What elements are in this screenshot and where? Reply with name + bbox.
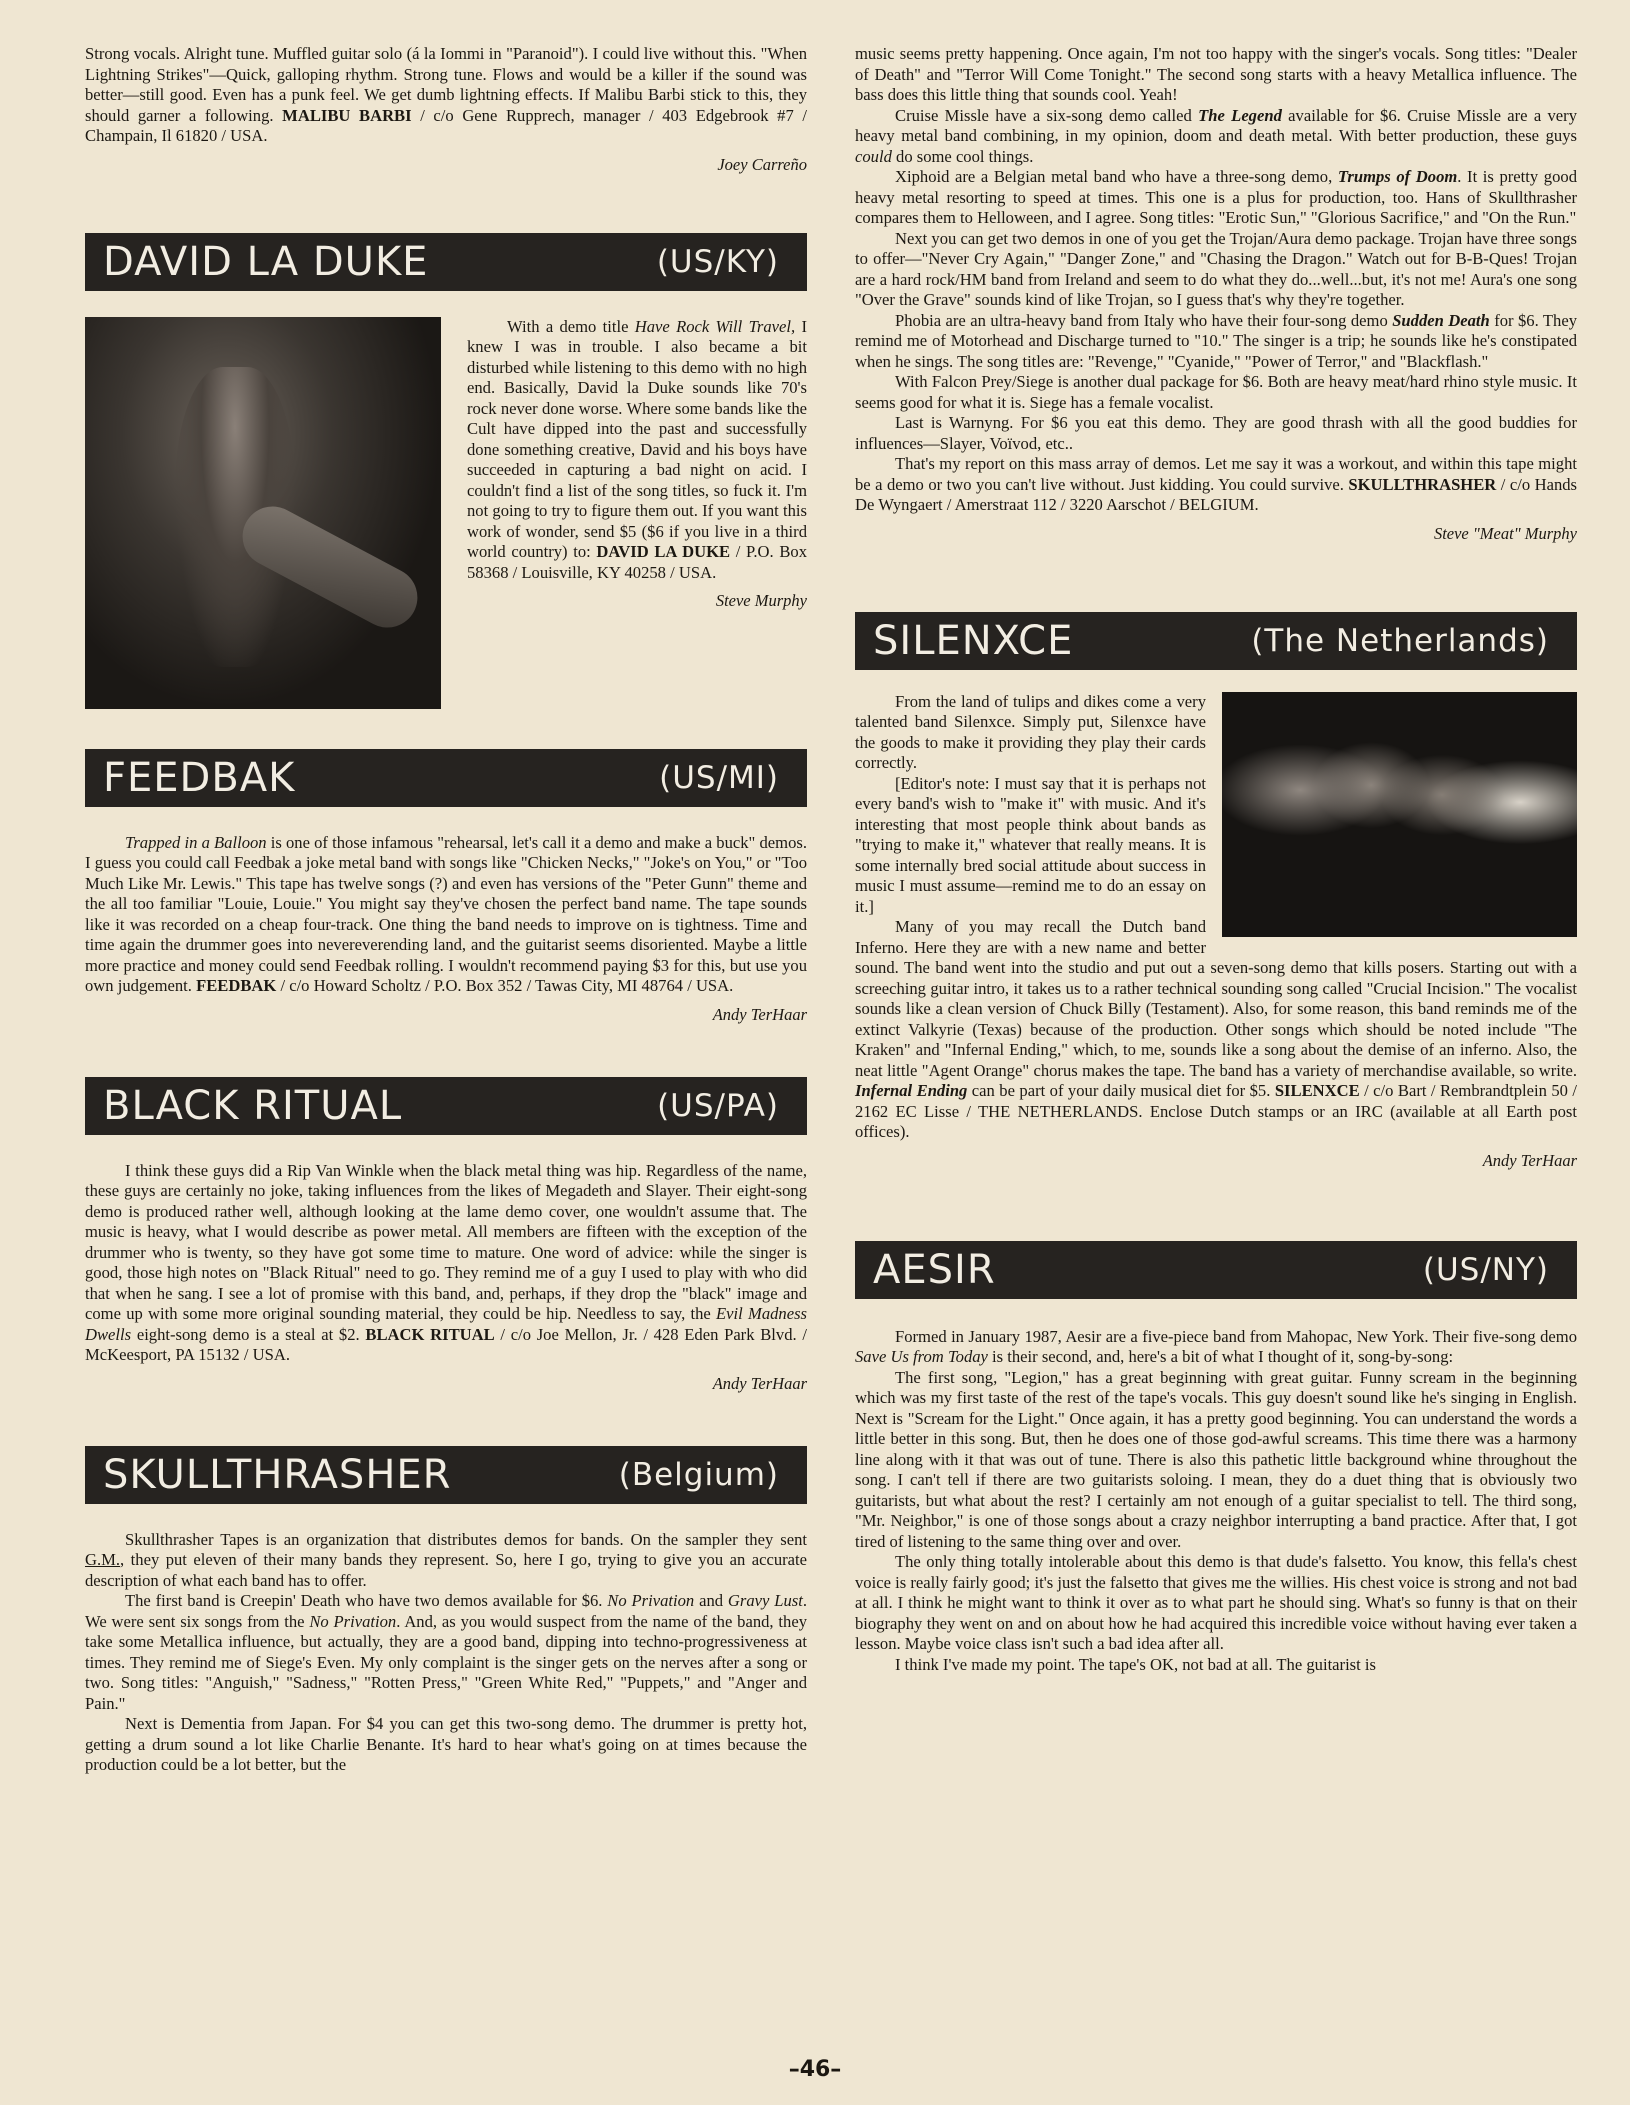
review-feedbak: Trapped in a Balloon is one of those infamous "rehearsal, let's call it a demo and make a buck" demos. I guess you could call Feedbak a joke metal band with songs like "Chicken Necks," "Joke's on You," or "Too Much Like Mr. Lewis." This tape has twelve songs (?) and even has versions of the "Peter Gunn" theme and the all too familiar "Louie, Louie." You might say they've chosen the perfect band name. The tape sounds like it was recorded on a cheap four-track. One thing the band needs to improve on is tightness. Time and time again the drummer goes into nevereverending land, and the guitarist seems disoriented. Maybe a little more practice and money could send Feedbak rolling. I wouldn't recommend paying $3 for this, but use you own judgement. FEEDBAK / c/o Howard Scholtz / P.O. Box 352 / Tawas City, MI 48764 / USA. Andy TerHaar [85,832,807,1024]
reviewer-signature: Steve "Meat" Murphy [1433,523,1577,543]
contact-name: SKULLTHRASHER [1348,474,1497,494]
band-photo-guitarist [85,317,441,709]
banner-silenxce [855,612,1577,670]
band-country: (US/KY) [656,243,779,280]
review-black-ritual: I think these guys did a Rip Van Winkle when the black metal thing was hip. Regardless of the name, these guys are certainly no joke, taking influences from the likes of Megadeth and Slayer. Their eight-song demo is produced rather well, although looking at the lame demo cover, one wouldn't assume that. The music is heavy, what I would describe as power metal. All members are fifteen with the exception of the drummer who is twenty, so they have got some time to mature. One word of advice: while the singer is good, those high notes on "Black Ritual" need to go. They remind me of a guy I used to play with who did that when he sang. I see a lot of promise with this band, and, perhaps, if they drop the "black" image and come up with some more original sounding material, they could be hip. Needless to say, the Evil Madness Dwells eight-song demo is a steal at $2. BLACK RITUAL / c/o Joe Mellon, Jr. / 428 Eden Park Blvd. / McKeesport, PA 15132 / USA. Andy TerHaar [85,1160,807,1393]
contact-address: / c/o Joe Mellon, Jr. / 428 Eden Park Blvd. / McKeesport, PA 15132 / USA. [85,1324,807,1364]
band-country: (US/NY) [1422,1251,1549,1288]
contact-name: FEEDBAK [196,976,277,995]
contact-name: MALIBU BARBI [282,105,412,125]
band-name: AESIR [873,1246,996,1293]
contact-address: / c/o Bart / Rembrandtplein 50 / 2162 EC Lisse / THE NETHERLANDS. Enclose Dutch stamps or an IRC (available at all Earth post offices). [855,1081,1577,1141]
review-aesir: Formed in January 1987, Aesir are a five-piece band from Mahopac, New York. Their five-song demo Save Us from Today is their second, and, here's a bit of what I thought of it, song-by-song: The first song, "Legion," has a great beginning with great guitar. Funny scream in the beginning which was my first taste of the rest of the tape's vocals. This guy doesn't sound like he's singing in English. Next is "Scream for the Light." Once again, it has a pretty good beginning. You can understand the words a little better in this song. But, then he does one of those god-awful screams. This time there was a harmony line along with it that was out of tune. There is also this pathetic little background whine throughout the song. I can't tell if there are two guitarists soloing. I mean, they do a duet thing that is obviously two guitarists, but what about the rest? I certainly am not enough of a guitar specialist to tell. The third song, "Mr. Neighbor," is one of those songs about a crazy neighbor interrupting a band practice. After that, I got tired of listening to the same thing over and over. The only thing totally intolerable about this demo is that dude's falsetto. You know, this fella's chest voice is really fairly good; it's just the falsetto that gives me the willies. His chest voice is strong and not bad at all. I think he might want to think it over as to what part he should sing. What's so funny is that on their biography they went on and on about how he had acquired this incredible voice without having ever taken a lesson. Maybe voice class isn't such a bad idea after all. I think I've made my point. The tape's OK, not bad at all. The guitarist is [855,1326,1577,1674]
contact-name: DAVID LA DUKE [596,542,731,561]
reviewer-signature: Andy TerHaar [712,1373,807,1393]
band-country: (US/PA) [657,1087,779,1124]
contact-name: SILENXCE [1274,1081,1360,1100]
contact-address: / c/o Gene Rupprech, manager / 403 Edgebrook #7 / Champain, Il 61820 / USA. [85,105,807,145]
band-name: DAVID LA DUKE [103,238,429,285]
band-name: FEEDBAK [103,754,296,801]
review-text: Strong vocals. Alright tune. Muffled guitar solo (á la Iommi in "Paranoid"). I could live without this. "When Lightning Strikes"—Quick, galloping rhythm. Strong tune. Flows and would be a killer if the sound was better—still good. Even has a punk feel. We get dumb lightning effects. If Malibu Barbi stick to this, they should garner a following. [85,44,807,125]
review-skullthrasher-continued: music seems pretty happening. Once again, I'm not too happy with the singer's vocals. Song titles: "Dealer of Death" and "Terror Will Come Tonight." The second song starts with a heavy Metallica influence. The bass does this little thing that sounds cool. Yeah! Cruise Missle have a six-song demo called The Legend available for $6. Cruise Missle are a very heavy metal band combining, in my opinion, doom and death metal. With better production, these guys could do some cool things. Xiphoid are a Belgian metal band who have a three-song demo, Trumps of Doom. It is pretty good heavy metal resorting to speed at times. This one is a plus for production, too. Hans of Skullthrasher compares them to Helloween, and I agree. Song titles: "Erotic Sun," "Glorious Sacrifice," and "On the Run." Next you can get two demos in one of you get the Trojan/Aura demo package. Trojan have three songs to offer—"Never Cry Again," "Danger Zone," and "Chasing the Dragon." Watch out for B-B-Ques! Trojan are a hard rock/HM band from Ireland and seem to do what they do...well...but, it's not me! Aura's one song "Over the Grave" sounds kind of like Trojan, so I guess that's why they're together. Phobia are an ultra-heavy band from Italy who have their four-song demo Sudden Death for $6. They remind me of Motorhead and Discharge turned to "10." The singer is a trip; he sounds like he's constipated when he sings. The song titles are: "Revenge," "Cyanide," "Power of Terror," and "Blackflash." With Falcon Prey/Siege is another dual package for $6. Both are heavy meat/hard rhino style music. It seems good for what it is. Siege has a female vocalist. Last is Warnyng. For $6 you eat this demo. They are good thrash with all the good buddies for influences—Slayer, Voïvod, etc.. That's my report on this mass array of demos. Let me say it was a workout, and within this tape might be a demo or two you can't live without. Just kidding. You could survive. SKULLTHRASHER / c/o Hands De Wyngaert / Amerstraat 112 / 3220 Aarschot / BELGIUM. Steve "Meat" Murphy [855,44,1577,543]
contact-address: / P.O. Box 58368 / Louisville, KY 40258 / USA. [467,542,807,582]
demo-title: Evil Madness Dwells [85,1304,807,1344]
band-name: SKULLTHRASHER [103,1451,452,1498]
banner-aesir [855,1241,1577,1299]
reviewer-signature: Andy TerHaar [712,1004,807,1024]
contact-address: / c/o Hands De Wyngaert / Amerstraat 112 / 3220 Aarschot / BELGIUM. [855,474,1577,514]
review-david-la-duke: With a demo title Have Rock Will Travel, I knew I was in trouble. I also became a bit disturbed while listening to this demo with no high end. Basically, David la Duke sounds like 70's rock never done worse. Where some bands like the Cult have dipped into the past and successfully done something creative, David and his boys have succeeded in capturing a bad night on acid. I couldn't find a list of the song titles, so fuck it. I'm not going to try to figure them out. If you want this work of wonder, send $5 ($6 if you live in a third world country) to: DAVID LA DUKE / P.O. Box 58368 / Louisville, KY 40258 / USA. Steve Murphy [85,317,807,715]
banner-black-ritual [85,1077,807,1135]
banner-feedbak [85,749,807,807]
banner-david-la-duke [85,233,807,291]
demo-title: Trapped in a Balloon [125,832,267,852]
right-column [855,44,1577,1675]
band-country: (The Netherlands) [1251,622,1549,659]
page-number: –46– [788,2057,842,2082]
banner-skullthrasher [85,1446,807,1504]
band-photo-group [1222,692,1577,937]
reviewer-signature: Joey Carreño [717,154,807,174]
contact-name: BLACK RITUAL [365,1324,495,1344]
reviewer-signature: Steve Murphy [715,591,807,610]
review-malibu-barbi-continued [85,44,807,175]
magazine-abbrev: G.M. [85,1550,121,1569]
band-country: (Belgium) [618,1456,779,1493]
contact-address: / c/o Howard Scholtz / P.O. Box 352 / Tawas City, MI 48764 / USA. [276,976,734,995]
demo-title: Have Rock Will Travel, [634,316,796,336]
review-skullthrasher: Skullthrasher Tapes is an organization that distributes demos for bands. On the sampler they sent G.M., they put eleven of their many bands they represent. So, here I go, trying to give you an accurate description of what each band has to offer. The first band is Creepin' Death who have two demos available for $6. No Privation and Gravy Lust. We were sent six songs from the No Privation. And, as you would suspect from the name of the band, they take some Metallica influence, but actually, they are a good band, dipping into techno-progressiveness at times. They remind me of Siege's Even. My only complaint is the singer gets on the nerves after a song or two. Song titles: "Anguish," "Sadness," "Rotten Press," "Green White Red," "Puppets," and "Anger and Pain." Next is Dementia from Japan. For $4 you can get this two-song demo. The drummer is pretty hot, getting a drum sound a lot like Charlie Benante. It's hard to hear what's going on at times because the production could be a lot better, but the [85,1529,807,1774]
reviewer-signature: Andy TerHaar [1482,1150,1577,1170]
band-country: (US/MI) [659,759,779,796]
band-name: SILENXCE [873,617,1074,664]
review-silenxce: From the land of tulips and dikes come a very talented band Silenxce. Simply put, Silenxce have the goods to make it providing they play their cards correctly. [Editor's note: I must say that it is perhaps not every band's wish to "make it" with music. And it's interesting that most people think about bands as "trying to make it," whatever that really means. It is some internally bred social attitude about success in music I must assume—remind me to do an essay on it.] Many of you may recall the Dutch band Inferno. Here they are with a new name and better sound. The band went into the studio and put out a seven-song demo that kills posers. Starting out with a screeching guitar intro, it takes us to a rather technical sounding song called "Crucial Incision." The vocalist sounds like a clean version of Chuck Billy (Testament). Also, for some reason, this band reminds me of the extinct Valkyrie (Texas) because of the production. Other songs which should be noted include "The Kraken" and "Infernal Ending," which, to me, sounds like a song about the demise of an inferno. Also, the neat little "Agent Orange" chorus makes the tape. The band has a variety of merchandise available, so write. Infernal Ending can be part of your daily musical diet for $5. SILENXCE / c/o Bart / Rembrandtplein 50 / 2162 EC Lisse / THE NETHERLANDS. Enclose Dutch stamps or an IRC (available at all Earth post offices). Andy TerHaar [855,691,1577,1170]
left-column [85,44,807,1776]
band-name: BLACK RITUAL [103,1082,403,1129]
